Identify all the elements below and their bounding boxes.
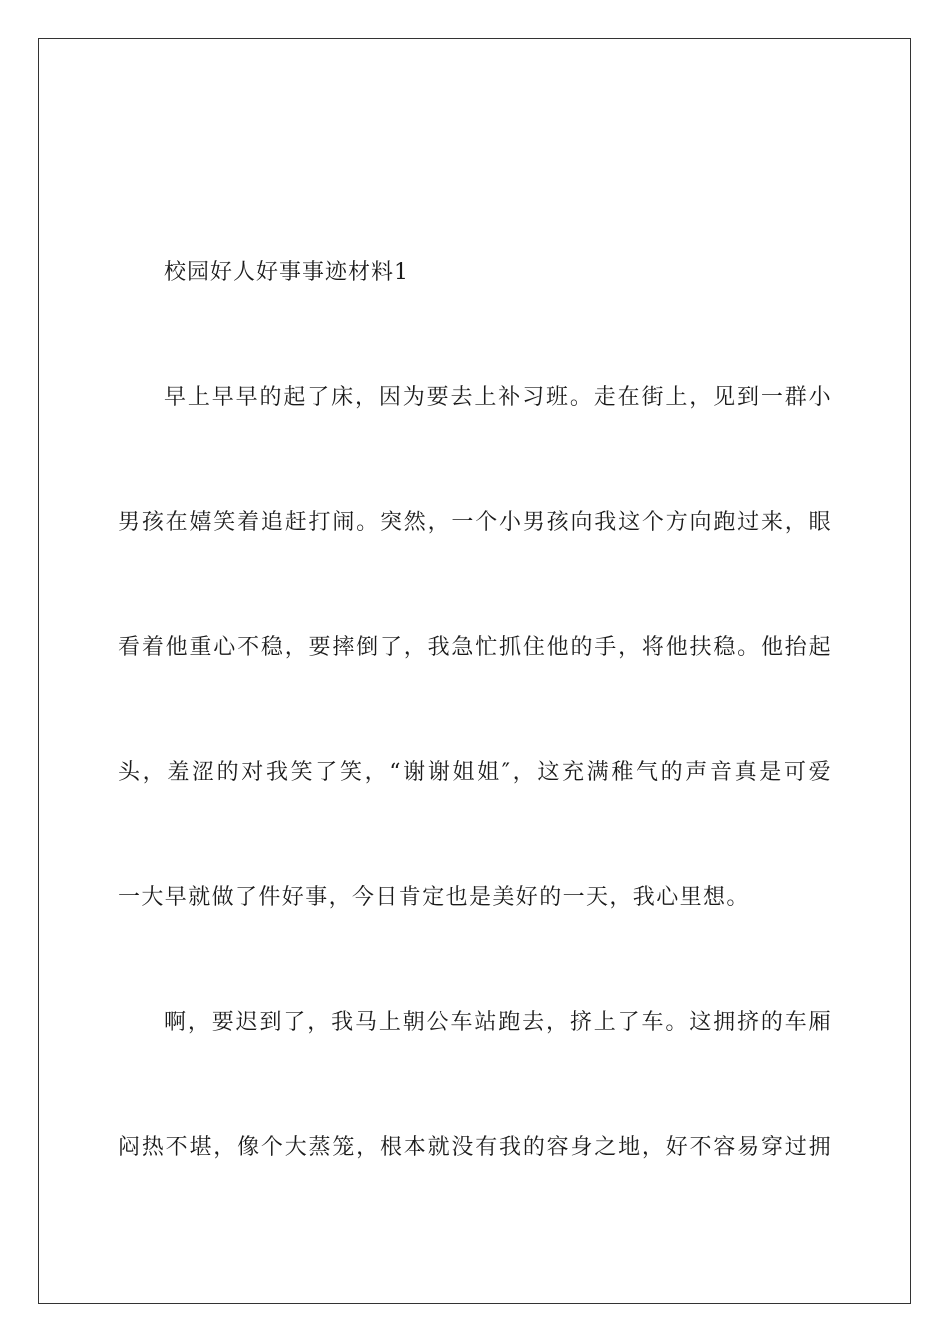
paragraph-line-6: 啊，要迟到了，我马上朝公车站跑去，挤上了车。这拥挤的车厢 (164, 1010, 832, 1035)
paragraph-line-3: 看着他重心不稳，要摔倒了，我急忙抓住他的手，将他扶稳。他抬起 (118, 635, 832, 660)
paragraph-line-7: 闷热不堪，像个大蒸笼，根本就没有我的容身之地，好不容易穿过拥 (118, 1135, 832, 1160)
page-frame (38, 38, 911, 1304)
paragraph-line-4: 头，羞涩的对我笑了笑，“谢谢姐姐″，这充满稚气的声音真是可爱 (118, 760, 832, 785)
paragraph-line-5: 一大早就做了件好事，今日肯定也是美好的一天，我心里想。 (118, 885, 750, 910)
paragraph-line-1: 早上早早的起了床，因为要去上补习班。走在街上，见到一群小 (164, 385, 832, 410)
paragraph-line-2: 男孩在嬉笑着追赶打闹。突然，一个小男孩向我这个方向跑过来，眼 (118, 510, 832, 535)
document-title: 校园好人好事事迹材料1 (164, 260, 409, 285)
